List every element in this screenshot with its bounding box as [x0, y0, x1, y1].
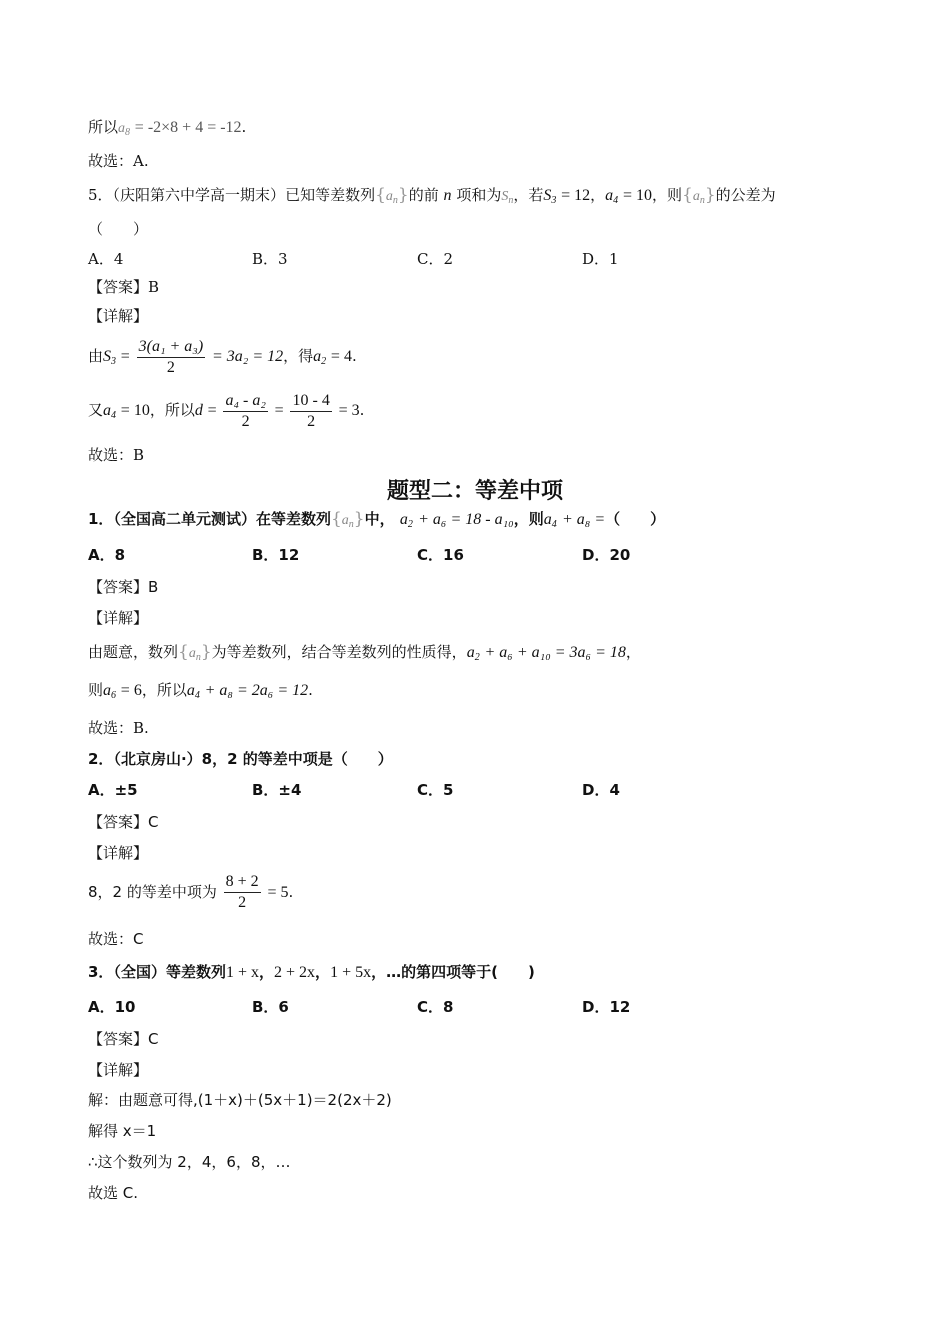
- math-expr: + a₆ = 18 - a₁₀: [418, 511, 514, 528]
- text: .: [359, 401, 365, 419]
- question-source: （全国）: [113, 963, 166, 981]
- fraction-denominator: 2: [307, 412, 316, 430]
- p2-stem: [88, 748, 393, 770]
- math-expr: = 3a₂ = 12: [211, 348, 284, 365]
- text: 的公差为: [715, 186, 776, 204]
- p3-solution-1: 解：由题意可得,(1＋x)＋(5x＋1)＝2(2x＋2): [88, 1091, 392, 1109]
- p3-solution-3: ∴这个数列为 2，4，6，8，…: [88, 1153, 291, 1171]
- p3-option-a: A．10: [88, 998, 136, 1016]
- fraction-numerator: 3(a₁ + a₃): [137, 337, 206, 358]
- p3-stem: [88, 961, 535, 984]
- math-expr: + a₆ + a₁₀ = 3a₆ = 18: [484, 644, 626, 661]
- text: 在等差数列: [255, 510, 331, 528]
- text: 所以: [88, 118, 119, 136]
- text: 又: [88, 401, 104, 419]
- p3-option-d: D．12: [582, 998, 631, 1016]
- text: 中，: [364, 510, 395, 528]
- text: 由: [88, 347, 104, 365]
- p1-solution-1: [88, 641, 641, 669]
- p3-final: 故选 C.: [88, 1184, 139, 1202]
- math-a4: $a_4$: [186, 682, 200, 701]
- fraction-numerator: 10 - 4: [290, 391, 331, 412]
- math-term-3: 1 + 5x: [330, 964, 372, 981]
- fraction-denominator: 2: [241, 412, 250, 430]
- math-expr: + a₈ =: [561, 511, 606, 528]
- fraction-denominator: 2: [238, 894, 247, 911]
- math-a6: $a_6$: [103, 682, 117, 701]
- fraction: [223, 391, 267, 432]
- math-expr: = 5: [267, 884, 289, 901]
- prev-choose-line: 故选：A.: [88, 152, 149, 170]
- text: 8，2 的等差中项是（ ）: [201, 750, 393, 768]
- fraction-denominator: 2: [166, 358, 175, 376]
- text: 为等差数列，结合等差数列的性质得，: [211, 643, 467, 661]
- q5-solution-2: 又$a_4 = 10$，所以d = $\frac{\text{a₄ - a₂}}{2}$ = $\frac{10 - 4}{2}$ = 3.: [88, 391, 365, 430]
- p3-answer: 【答案】C: [88, 1030, 159, 1048]
- p2-solution: [88, 870, 293, 915]
- math-expr: = 12: [561, 187, 591, 204]
- p2-option-a: A．±5: [88, 781, 138, 799]
- math-a4: $a_4$: [543, 511, 557, 530]
- text: ，若: [513, 186, 544, 204]
- q5-option-d: D．1: [582, 250, 619, 268]
- p2-detail-label: 【详解】: [88, 844, 149, 862]
- math-term-2: 2 + 2x: [274, 964, 316, 981]
- p3-option-c: C．8: [417, 998, 454, 1016]
- fraction: [290, 391, 331, 432]
- question-source: （庆阳第六中学高一期末）: [112, 186, 286, 204]
- prev-solution-line: [88, 116, 246, 144]
- q5-option-a: A．4: [88, 250, 124, 268]
- p2-option-d: D．4: [582, 781, 620, 799]
- text: ，: [315, 963, 331, 981]
- q5-answer: 【答案】B: [88, 278, 160, 296]
- text: .: [241, 118, 247, 136]
- text: 等差数列: [165, 963, 226, 981]
- text: 项和为: [456, 186, 502, 204]
- brace-an: $\{a_n\}$: [375, 185, 409, 206]
- p1-option-d: D．20: [582, 546, 631, 564]
- p1-answer: 【答案】B: [88, 578, 159, 596]
- text: （ ）: [605, 510, 666, 528]
- p2-answer: 【答案】C: [88, 813, 159, 831]
- p1-solution-2: [88, 679, 313, 707]
- text: ，: [259, 963, 275, 981]
- math-S3: $S_3$: [543, 187, 557, 206]
- text: ，: [590, 186, 606, 204]
- math-a8: $a_8$: [118, 121, 131, 138]
- section-title: 题型二：等差中项: [386, 479, 563, 504]
- brace-an: $\{a_n\}$: [682, 185, 716, 206]
- fraction-numerator: a₄ - a₂: [223, 391, 267, 412]
- p1-final: 故选：B.: [88, 719, 149, 737]
- math-a4: $a_4$: [605, 187, 619, 206]
- math-expr: = 10: [622, 187, 652, 204]
- text: .: [288, 883, 294, 901]
- math-expr: + a₈ = 2a₆ = 12: [204, 682, 309, 699]
- question-source: （北京房山·）: [113, 750, 202, 768]
- text: ，则: [651, 186, 682, 204]
- math-a2: $a_2$: [313, 348, 327, 367]
- text: 已知等差数列: [285, 186, 376, 204]
- p2-option-b: B．±4: [252, 781, 302, 799]
- math-a4: $a_4$: [103, 402, 117, 421]
- math-expr: = 6: [120, 682, 142, 699]
- text: ，: [625, 643, 641, 661]
- p1-detail-label: 【详解】: [88, 609, 149, 627]
- fraction-numerator: 8 + 2: [224, 872, 261, 893]
- text: .: [351, 347, 357, 365]
- q5-option-b: B．3: [252, 250, 288, 268]
- p2-final: 故选：C: [88, 930, 144, 948]
- fraction: [137, 337, 206, 378]
- q5-paren: （ ）: [88, 220, 149, 238]
- question-source: （全国高二单元测试）: [113, 510, 256, 528]
- p3-option-b: B．6: [252, 998, 289, 1016]
- text: 则: [88, 681, 104, 699]
- text: ，所以: [149, 401, 195, 419]
- q5-solution-1: 由$S_3$ = $\frac{\text{3(a₁ + a₃)}}{2}$ = 3a₂ = 12，得$a_2 = 4$.: [88, 337, 357, 376]
- q5-detail-label: 【详解】: [88, 307, 149, 325]
- brace-an: $\{a_n\}$: [330, 509, 365, 530]
- text: 由题意，数列: [88, 643, 179, 661]
- p3-solution-2: 解得 x＝1: [88, 1122, 157, 1140]
- text: ，…的第四项等于( ): [371, 963, 535, 981]
- text: ，则: [513, 510, 544, 528]
- math-S3: $S_3$: [103, 348, 117, 367]
- math-d: d: [194, 402, 203, 419]
- question-number: 5．: [88, 186, 113, 204]
- math-expr: = 4: [330, 348, 352, 365]
- q5-final: 故选：B: [88, 446, 145, 464]
- question-number: 1．: [88, 510, 114, 528]
- question-number: 2．: [88, 750, 114, 768]
- brace-an: $\{a_n\}$: [178, 642, 212, 663]
- math-n: n: [443, 187, 452, 204]
- q5-option-c: C．2: [417, 250, 454, 268]
- text: 8，2 的等差中项为: [88, 883, 217, 901]
- math-term-1: 1 + x: [225, 964, 259, 981]
- p3-detail-label: 【详解】: [88, 1061, 149, 1079]
- text: ，得: [283, 347, 314, 365]
- p1-option-a: A．8: [88, 546, 126, 564]
- fraction: [224, 872, 261, 913]
- q5-stem: [88, 184, 776, 212]
- text: 的前: [408, 186, 439, 204]
- math-expr: = 10: [120, 402, 150, 419]
- text: .: [308, 681, 313, 699]
- math-expr: = -2×8 + 4 = -12: [134, 119, 242, 136]
- math-a2: $a_2$: [399, 511, 413, 530]
- question-number: 3．: [88, 963, 114, 981]
- math-a2: $a_2$: [466, 644, 480, 663]
- p1-stem: [88, 508, 665, 536]
- p1-option-b: B．12: [252, 546, 300, 564]
- text: ，所以: [141, 681, 187, 699]
- p2-option-c: C．5: [417, 781, 454, 799]
- math-Sn: $S_n$: [501, 189, 514, 206]
- math-expr: = 3: [338, 402, 360, 419]
- p1-option-c: C．16: [417, 546, 464, 564]
